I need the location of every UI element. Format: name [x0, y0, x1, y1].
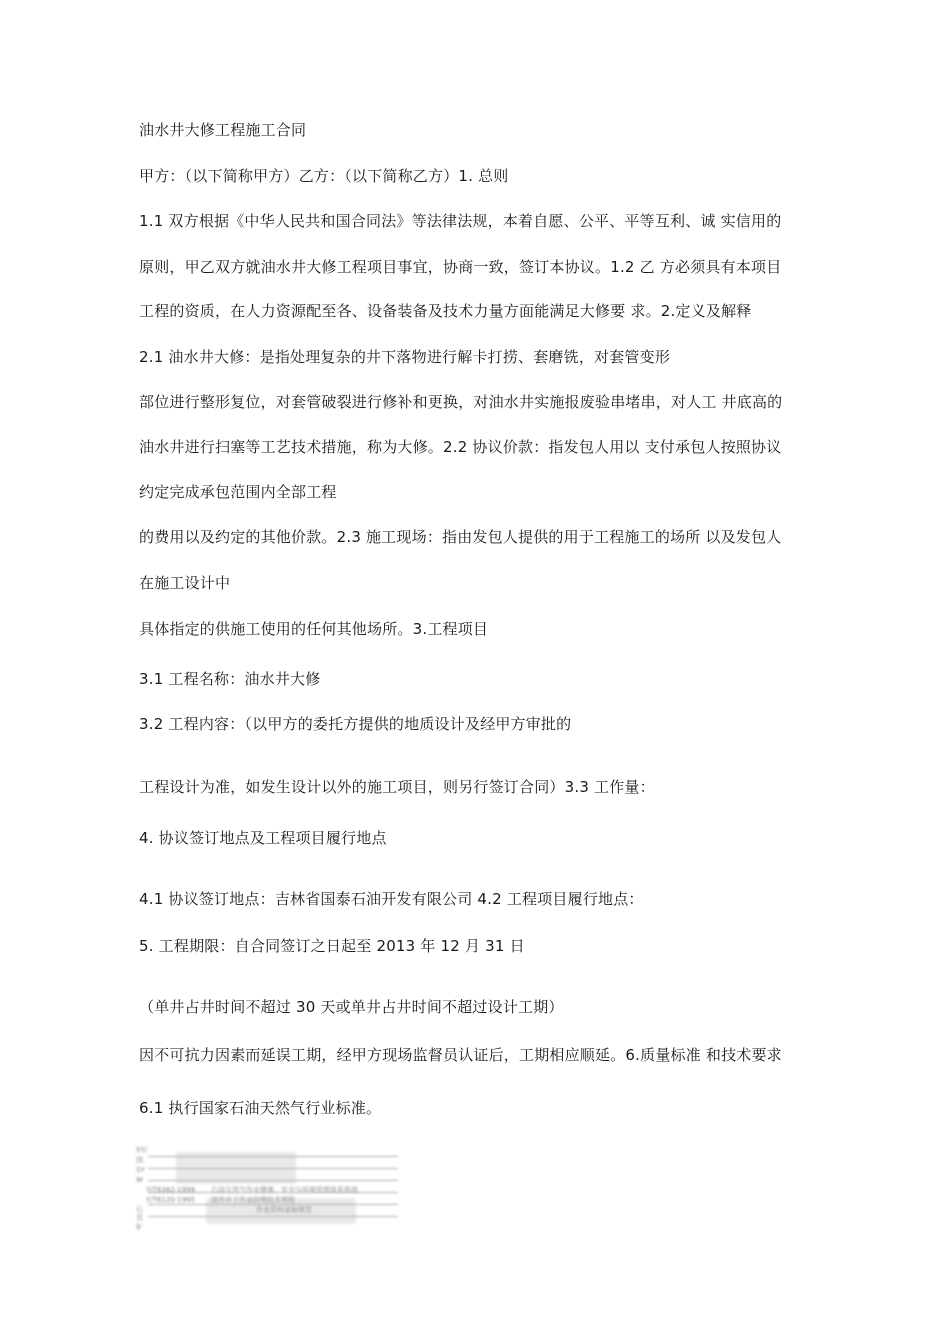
paragraph-line: 约定完成承包范围内全部工程: [139, 483, 337, 501]
section-heading: 5. 工程期限：自合同签订之日起至 2013 年 12 月 31 日: [139, 937, 525, 955]
table-row: 员: [136, 1214, 143, 1222]
table-row: 石: [136, 1206, 143, 1214]
paragraph-line: 部位进行整形复位，对套管破裂进行修补和更换，对油水井实施报废验串堵串，对人工 井底高的: [139, 393, 783, 411]
paragraph-line: 3.1 工程名称：油水井大修: [139, 670, 321, 688]
paragraph-line: 具体指定的供施工使用的任何其他场所。3.工程项目: [139, 620, 489, 638]
paragraph-line: 工程的资质，在人力资源配至各、设备装备及技术力量方面能满足大修要 求。2.定义及解释: [139, 302, 752, 320]
table-row: 国: [136, 1156, 143, 1164]
paragraph-line: 油水井进行扫塞等工艺技术措施，称为大修。2.2 协议价款：指发包人用以 支付承包人按照协议: [139, 438, 782, 456]
table-row: SY/: [136, 1146, 148, 1154]
table-cell: 石油天然气作业健康、安全与环境管理体系指南: [211, 1186, 358, 1194]
table-row: g-: [136, 1222, 143, 1230]
paragraph-line: 因不可抗力因素而延误工期，经甲方现场监督员认证后，工期相应顺延。6.质量标准 和技术要求: [139, 1046, 782, 1064]
paragraph-line: 工程设计为准，如发生设计以外的施工项目，则另行签订合同）3.3 工作量：: [139, 778, 655, 796]
paragraph-line: 3.2 工程内容：（以甲方的委托方提供的地质设计及经甲方审批的: [139, 715, 572, 733]
table-row: Y/T6120-1995: [146, 1196, 196, 1204]
document-title: 油水井大修工程施工合同: [139, 121, 307, 139]
paragraph-line: （单井占井时间不超过 30 天或单井占井时间不超过设计工期）: [139, 998, 564, 1016]
paragraph-line: 原则，甲乙双方就油水井大修工程项目事宜，协商一致，签订本协议。1.2 乙 方必须具有本项目: [139, 258, 782, 276]
paragraph-line: 2.1 油水井大修：是指处理复杂的井下落物进行解卡打捞、套磨铣，对套管变形: [139, 348, 671, 366]
paragraph-line: 1.1 双方根据《中华人民共和国合同法》等法律法规，本着自愿、公平、平等互利、诚 实信用的: [139, 212, 782, 230]
section-heading: 4. 协议签订地点及工程项目履行地点: [139, 829, 387, 847]
paragraph-line: 4.1 协议签订地点：吉林省国泰石油开发有限公司 4.2 工程项目履行地点：: [139, 890, 644, 908]
standards-table-fragment: [136, 1146, 398, 1232]
table-cell: 油井井下作业防喷技术规程: [211, 1196, 295, 1204]
paragraph-line: 在施工设计中: [139, 574, 231, 592]
table-cell: 作业资料录取规范: [256, 1206, 312, 1214]
paragraph-line: 6.1 执行国家石油天然气行业标准。: [139, 1099, 382, 1117]
paragraph-line: 的费用以及约定的其他价款。2.3 施工现场：指由发包人提供的用于工程施工的场所 以及发包人: [139, 528, 782, 546]
table-row: SY: [136, 1166, 145, 1174]
table-row: W: [136, 1176, 143, 1184]
paragraph-line: 甲方：（以下简称甲方）乙方：（以下简称乙方）1. 总则: [139, 167, 509, 185]
table-row: Y/T6362-1999: [146, 1186, 196, 1194]
